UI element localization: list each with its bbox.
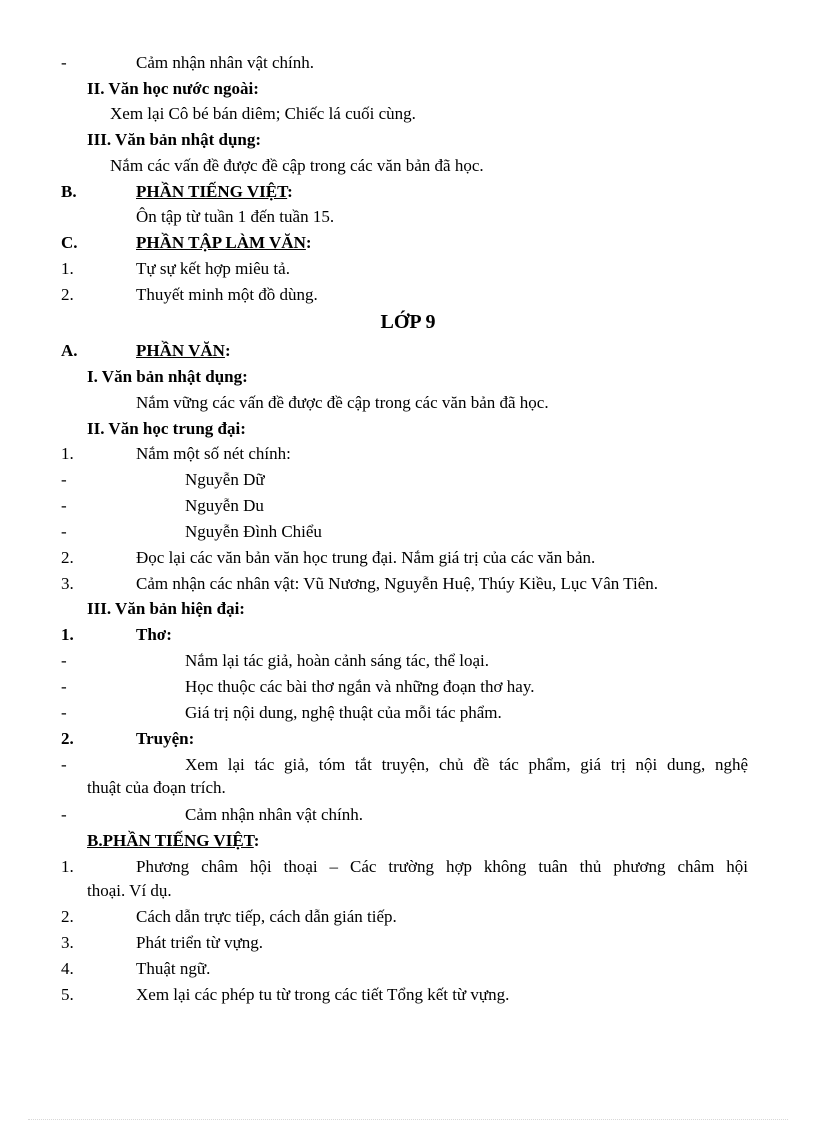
section-heading-text: B.PHẦN TIẾNG VIỆT	[87, 831, 254, 850]
section-heading-text: PHẦN TẬP LÀM VĂN	[136, 233, 306, 252]
heading-colon: :	[287, 182, 293, 201]
section-heading-text: PHẦN TIẾNG VIỆT	[136, 182, 288, 201]
section-heading	[136, 181, 293, 203]
subsection-heading: III. Văn bản hiện đại:	[87, 599, 245, 618]
bullet-marker: -	[61, 470, 67, 489]
list-item: Phương châm hội thoại – Các trường hợp không tuân thủ phương châm hội	[136, 857, 748, 876]
list-item: Học thuộc các bài thơ ngắn và những đoạn thơ hay.	[185, 677, 535, 696]
section-heading-text: PHẦN VĂN	[136, 341, 225, 360]
number-marker: 2.	[61, 548, 74, 567]
number-marker: 1.	[61, 857, 74, 876]
section-heading	[136, 340, 231, 362]
bullet-marker: -	[61, 677, 67, 696]
number-marker: 3.	[61, 574, 74, 593]
subsection-heading: II. Văn học trung đại:	[87, 419, 246, 438]
list-item-continuation: thuật của đoạn trích.	[87, 778, 226, 797]
paragraph: Nắm vững các vấn đề được đề cập trong các văn bản đã học.	[136, 393, 549, 412]
subsection-heading: II. Văn học nước ngoài:	[87, 79, 259, 98]
author-item: Nguyễn Du	[185, 496, 264, 515]
bullet-marker: -	[61, 496, 67, 515]
grade-title: LỚP 9	[380, 311, 436, 333]
bullet-marker: -	[61, 651, 67, 670]
list-item: Nắm lại tác giả, hoàn cảnh sáng tác, thể loại.	[185, 651, 489, 670]
list-item: Cảm nhận nhân vật chính.	[136, 53, 314, 72]
list-item: Nắm một số nét chính:	[136, 444, 291, 463]
paragraph: Ôn tập từ tuần 1 đến tuần 15.	[136, 207, 335, 226]
number-marker: 1.	[61, 625, 74, 644]
list-item: Thuyết minh một đồ dùng.	[136, 285, 318, 304]
heading-colon: :	[253, 831, 260, 850]
section-marker: A.	[61, 341, 78, 360]
section-marker: C.	[61, 233, 78, 252]
list-item: Tự sự kết hợp miêu tả.	[136, 259, 290, 278]
bullet-marker: -	[61, 805, 67, 824]
number-marker: 2.	[61, 729, 74, 748]
number-marker: 2.	[61, 285, 74, 304]
list-item: Phát triển từ vựng.	[136, 933, 264, 952]
bullet-marker: -	[61, 755, 67, 774]
list-item-heading: Thơ:	[136, 625, 172, 644]
number-marker: 3.	[61, 933, 74, 952]
bullet-marker: -	[61, 522, 67, 541]
number-marker: 1.	[61, 259, 74, 278]
number-marker: 1.	[61, 444, 74, 463]
list-item: Đọc lại các văn bản văn học trung đại. Nắm giá trị của các văn bản.	[136, 548, 596, 567]
paragraph: Xem lại Cô bé bán diêm; Chiếc lá cuối cùng.	[110, 104, 416, 123]
list-item: Giá trị nội dung, nghệ thuật của mỗi tác phẩm.	[185, 703, 502, 722]
list-item: Xem lại tác giả, tóm tắt truyện, chủ đề tác phẩm, giá trị nội dung, nghệ	[185, 755, 748, 774]
list-item: Cách dẫn trực tiếp, cách dẫn gián tiếp.	[136, 907, 397, 926]
number-marker: 2.	[61, 907, 74, 926]
list-item-continuation: thoại. Ví dụ.	[87, 881, 172, 900]
author-item: Nguyễn Dữ	[185, 470, 265, 489]
heading-colon: :	[305, 233, 312, 252]
list-item: Xem lại các phép tu từ trong các tiết Tổng kết từ vựng.	[136, 985, 510, 1004]
paragraph: Nắm các vấn đề được đề cập trong các văn bản đã học.	[110, 156, 484, 175]
list-item: Cảm nhận các nhân vật: Vũ Nương, Nguyễn Huệ, Thúy Kiều, Lục Vân Tiên.	[136, 574, 658, 593]
subsection-heading: III. Văn bản nhật dụng:	[87, 130, 262, 149]
list-item: Thuật ngữ.	[136, 959, 211, 978]
section-marker: B.	[61, 182, 77, 201]
list-item-heading: Truyện:	[136, 729, 195, 748]
section-heading	[87, 830, 259, 852]
page-bottom-divider	[28, 1119, 788, 1120]
subsection-heading: I. Văn bản nhật dụng:	[87, 367, 248, 386]
section-heading	[136, 232, 312, 254]
author-item: Nguyễn Đình Chiểu	[185, 522, 322, 541]
number-marker: 4.	[61, 959, 74, 978]
number-marker: 5.	[61, 985, 74, 1004]
list-item: Cảm nhận nhân vật chính.	[185, 805, 363, 824]
bullet-marker: -	[61, 703, 67, 722]
heading-colon: :	[224, 341, 231, 360]
bullet-marker: -	[61, 53, 67, 72]
